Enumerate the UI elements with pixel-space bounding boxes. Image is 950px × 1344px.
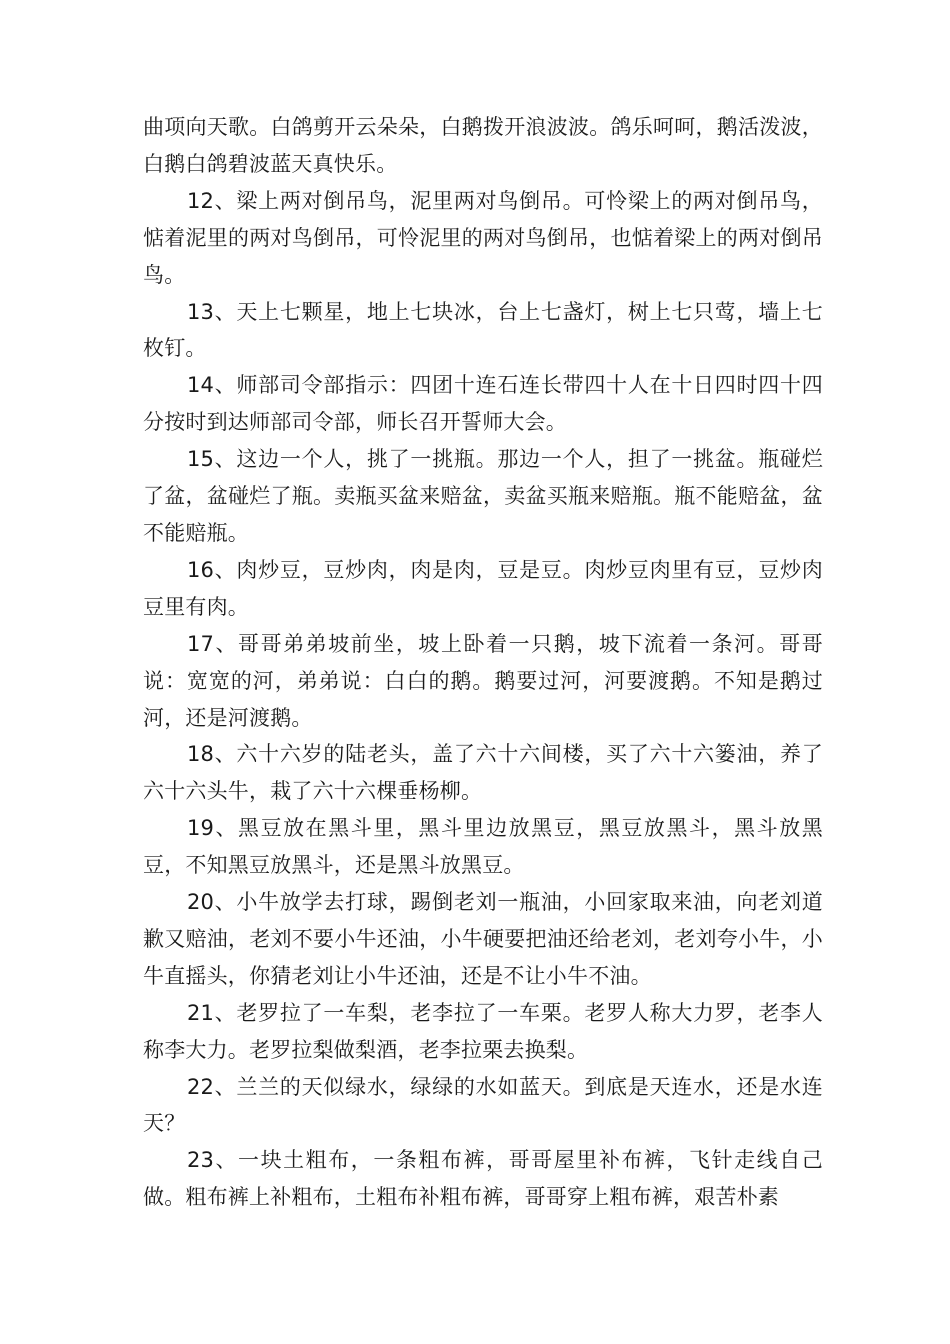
document-body — [143, 109, 823, 1216]
paragraph-item-21: 21、老罗拉了一车梨，老李拉了一车栗。老罗人称大力罗，老李人称李大力。老罗拉梨做梨酒，老李拉栗去换梨。 — [143, 1000, 823, 1062]
paragraph-item-13: 13、天上七颗星，地上七块冰，台上七盏灯，树上七只莺，墙上七枚钉。 — [143, 299, 823, 361]
paragraph-item-20: 20、小牛放学去打球，踢倒老刘一瓶油，小回家取来油，向老刘道歉又赔油，老刘不要小牛还油，小牛硬要把油还给老刘，老刘夸小牛，小牛直摇头，你猜老刘让小牛还油，还是不让小牛不油。 — [143, 890, 823, 988]
paragraph-continuation: 曲项向天歌。白鸽剪开云朵朵，白鹅拨开浪波波。鸽乐呵呵，鹅活泼波，白鹅白鸽碧波蓝天真快乐。 — [143, 115, 823, 176]
paragraph-item-16: 16、肉炒豆，豆炒肉，肉是肉，豆是豆。肉炒豆肉里有豆，豆炒肉豆里有肉。 — [143, 557, 823, 619]
paragraph-item-17: 17、哥哥弟弟坡前坐，坡上卧着一只鹅，坡下流着一条河。哥哥说：宽宽的河，弟弟说：白白的鹅。鹅要过河，河要渡鹅。不知是鹅过河，还是河渡鹅。 — [143, 631, 823, 730]
paragraph-item-18: 18、六十六岁的陆老头，盖了六十六间楼，买了六十六篓油，养了六十六头牛，栽了六十六棵垂杨柳。 — [143, 742, 823, 804]
paragraph-item-19: 19、黑豆放在黑斗里，黑斗里边放黑豆，黑豆放黑斗，黑斗放黑豆，不知黑豆放黑斗，还是黑斗放黑豆。 — [143, 816, 823, 878]
paragraph-item-22: 22、兰兰的天似绿水，绿绿的水如蓝天。到底是天连水，还是水连天？ — [143, 1074, 823, 1136]
paragraph-item-12: 12、梁上两对倒吊鸟，泥里两对鸟倒吊。可怜梁上的两对倒吊鸟，惦着泥里的两对鸟倒吊，可怜泥里的两对鸟倒吊，也惦着梁上的两对倒吊鸟。 — [143, 188, 823, 287]
paragraph-item-23: 23、一块土粗布，一条粗布裤，哥哥屋里补布裤，飞针走线自己做。粗布裤上补粗布，土粗布补粗布裤，哥哥穿上粗布裤，艰苦朴素 — [143, 1148, 823, 1210]
paragraph-item-14: 14、师部司令部指示：四团十连石连长带四十人在十日四时四十四分按时到达师部司令部，师长召开誓师大会。 — [143, 373, 823, 435]
paragraph-item-15: 15、这边一个人，挑了一挑瓶。那边一个人，担了一挑盆。瓶碰烂了盆，盆碰烂了瓶。卖瓶买盆来赔盆，卖盆买瓶来赔瓶。瓶不能赔盆，盆不能赔瓶。 — [143, 447, 823, 545]
